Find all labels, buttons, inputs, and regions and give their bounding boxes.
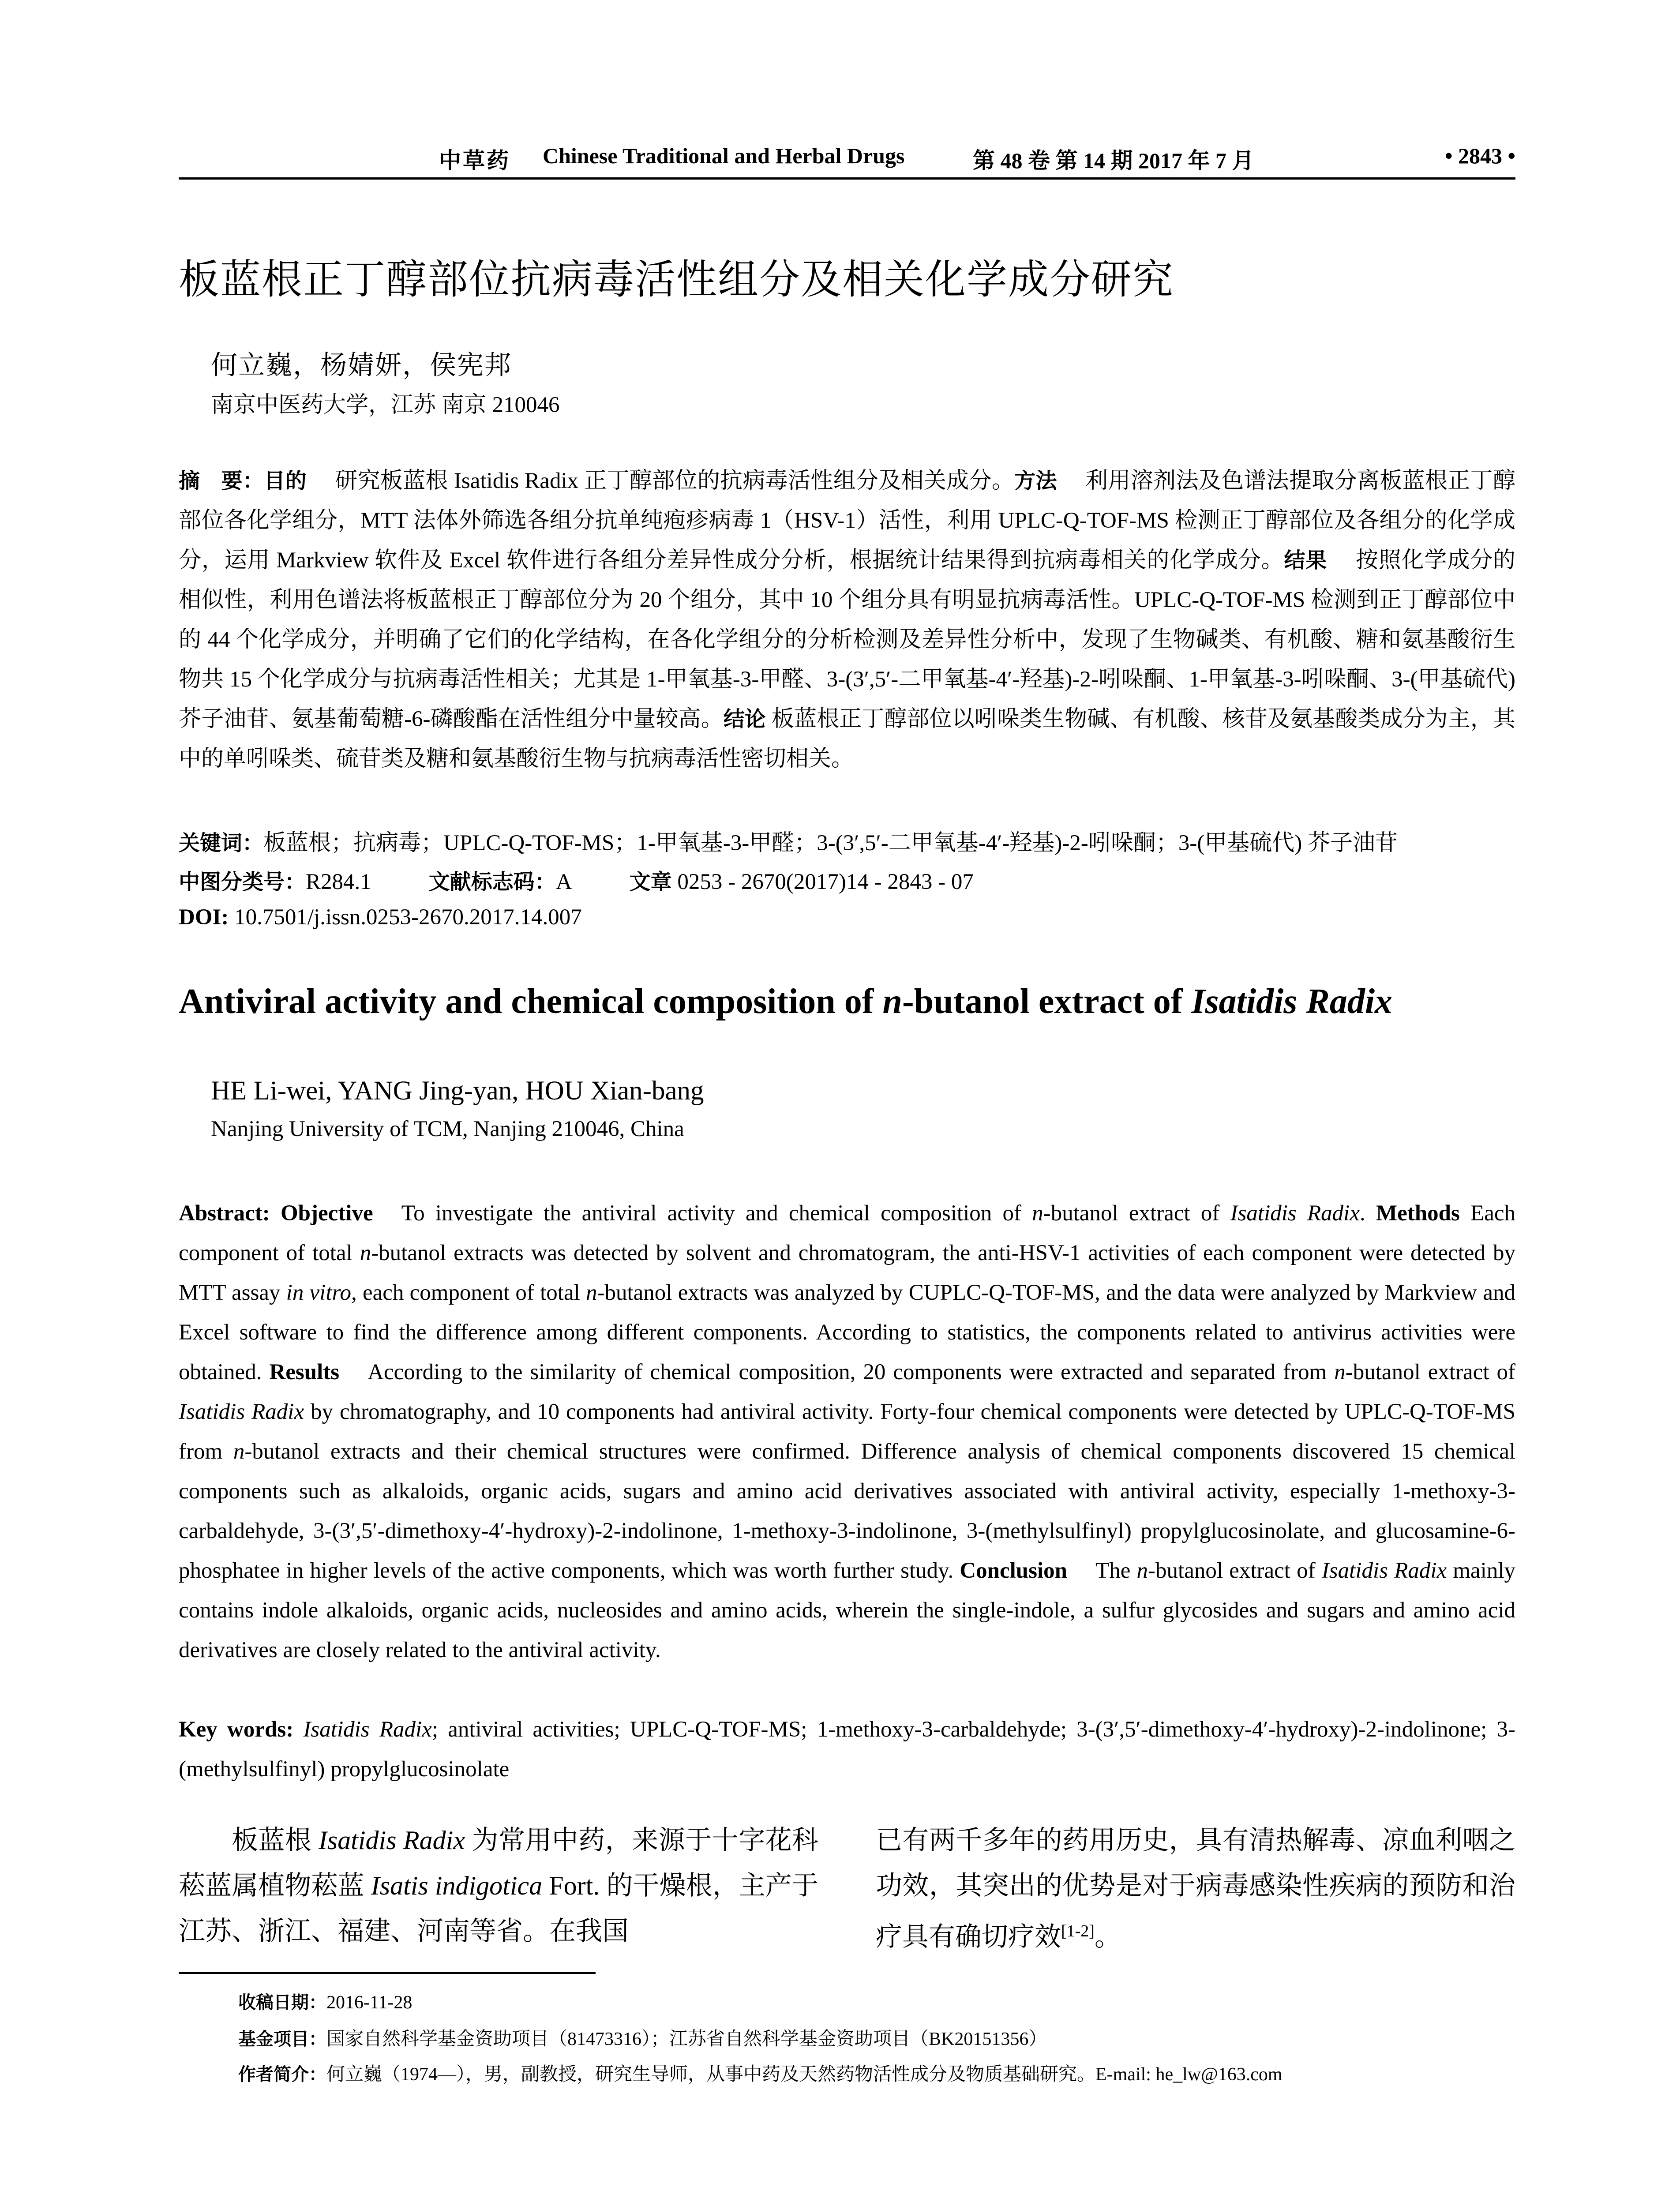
results-label-en: Results bbox=[269, 1360, 340, 1384]
footnote-author bbox=[238, 2060, 1282, 2086]
results-en-n1: n bbox=[1334, 1360, 1346, 1384]
header-rule bbox=[179, 177, 1515, 180]
methods-text-cn: 利用溶剂法及色谱法提取分离板蓝根正丁醇部位各化学组分，MTT 法体外筛选各组分抗单纯疱疹病毒 1（HSV-1）活性，利用 UPLC-Q-TOF-MS 检测正丁醇部位及各组分的化学成分，运用 Markview 软件及 Excel 软件进行各组分差异性成分分析，根据统计结果得到抗病毒相关的化学成分。 bbox=[179, 469, 1515, 573]
methods-en-a: Each component of total bbox=[179, 1201, 1515, 1265]
methods-en-c: , each component of total bbox=[351, 1280, 586, 1305]
author-bio-text: 何立巍（1974—），男，副教授，研究生导师，从事中药及天然药物活性成分及物质基础研究。E-mail: he_lw@163.com bbox=[326, 2064, 1282, 2085]
results-en-d: -butanol extracts and their chemical structures were confirmed. Difference analysis of chemical components discovered 15 chemical components such as alkaloids, organic acids, sugars and amino acid derivatives associated with antiviral activity, especially 1-methoxy-3-carbaldehyde, 3-(3′,5′-dimethoxy-4′-hydroxy)-2-indolinone, 1-methoxy-3-indolinone, 3-(methylsulfinyl) propylglucosinolate, and glucosamine-6-phosphatee in higher levels of the active components, which was worth further study. bbox=[179, 1439, 1515, 1583]
received-label: 收稿日期： bbox=[238, 1992, 326, 2013]
methods-en-b: -butanol extracts was detected by solvent and chromatogram, the anti-HSV-1 activities of each component were detected by MTT assay bbox=[179, 1241, 1515, 1305]
body-column-right bbox=[876, 1818, 1515, 1960]
keywords-label-cn: 关键词： bbox=[179, 831, 264, 855]
fund-label: 基金项目： bbox=[238, 2029, 326, 2049]
running-header bbox=[179, 141, 1515, 174]
methods-en-d: -butanol extracts was analyzed by CUPLC-Q-TOF-MS, and the data were analyzed by Markview and Excel software to find the difference among different components. According to statistics, the components related to antivirus activities were obtained. bbox=[179, 1280, 1515, 1384]
keywords-en-latin: Isatidis Radix bbox=[303, 1717, 432, 1742]
results-label-cn: 结果 bbox=[1284, 548, 1328, 573]
conclusion-en-latin: Isatidis Radix bbox=[1321, 1558, 1447, 1583]
conclusion-label-cn: 结论 bbox=[723, 707, 766, 732]
title-en-n: n bbox=[882, 982, 902, 1021]
results-en-a: According to the similarity of chemical composition, 20 components were extracted and separated from bbox=[368, 1360, 1335, 1384]
conclusion-en-a: The bbox=[1095, 1558, 1137, 1583]
keywords-en-rest: ; antiviral activities; UPLC-Q-TOF-MS; 1-methoxy-3-carbaldehyde; 3-(3′,5′-dimethoxy-4′-hydroxy)-2-indolinone; 3-(methylsulfinyl) propylglucosinolate bbox=[179, 1717, 1515, 1782]
methods-label-cn: 方法 bbox=[1014, 469, 1057, 493]
abstract-objective-label-en: Abstract: Objective bbox=[179, 1201, 373, 1226]
objective-en-a: To investigate the antiviral activity and chemical composition of bbox=[401, 1201, 1032, 1226]
doi-value[interactable]: 10.7501/j.issn.0253-2670.2017.14.007 bbox=[234, 905, 582, 930]
methods-label-en: Methods bbox=[1376, 1201, 1460, 1226]
author-bio-label: 作者简介： bbox=[238, 2064, 326, 2085]
journal-name-en: Chinese Traditional and Herbal Drugs bbox=[543, 143, 905, 168]
abstract-label-cn: 摘 要： bbox=[179, 469, 264, 493]
body-right-end: 。 bbox=[1094, 1922, 1121, 1951]
objective-en-b: -butanol extract of bbox=[1043, 1201, 1230, 1226]
abstract-cn bbox=[179, 461, 1515, 779]
issue-info: 第 48 卷 第 14 期 2017 年 7 月 bbox=[973, 148, 1254, 173]
clc-label: 中图分类号： bbox=[179, 870, 306, 894]
clc-value: R284.1 bbox=[306, 870, 371, 894]
doi-label: DOI: bbox=[179, 905, 229, 930]
conclusion-text-cn: 板蓝根正丁醇部位以吲哚类生物碱、有机酸、核苷及氨基酸类成分为主，其中的单吲哚类、硫苷类及糖和氨基酸衍生物与抗病毒活性密切相关。 bbox=[179, 707, 1515, 771]
objective-en-end: . bbox=[1359, 1201, 1365, 1226]
conclusion-en-b: -butanol extract of bbox=[1148, 1558, 1322, 1583]
keywords-text-cn: 板蓝根；抗病毒；UPLC-Q-TOF-MS；1-甲氧基-3-甲醛；3-(3′,5′-二甲氧基-4′-羟基)-2-吲哚酮；3-(甲基硫代) 芥子油苷 bbox=[263, 831, 1398, 855]
authors-cn: 何立巍，杨婧妍，侯宪邦 bbox=[211, 351, 512, 380]
results-en-n2: n bbox=[233, 1439, 245, 1464]
objective-label-cn: 目的 bbox=[264, 469, 307, 493]
body-left-c: Fort. 的干燥根，主产于江苏、浙江、福建、河南等省。在我国 bbox=[179, 1871, 818, 1946]
methods-en-n1: n bbox=[360, 1241, 371, 1265]
article-label: 文章 bbox=[629, 870, 672, 894]
results-en-b: -butanol extract of bbox=[1345, 1360, 1515, 1384]
body-left-latin2: Isatis indigotica bbox=[371, 1871, 543, 1900]
footnote-fund bbox=[238, 2024, 1047, 2051]
received-date: 2016-11-28 bbox=[326, 1992, 412, 2013]
body-right-a: 已有两千多年的药用历史，具有清热解毒、凉血利咽之功效，其突出的优势是对于病毒感染性疾病的预防和治疗具有确切疗效 bbox=[876, 1826, 1515, 1951]
conclusion-label-en: Conclusion bbox=[960, 1558, 1068, 1583]
keywords-label-en: Key words: bbox=[179, 1717, 294, 1742]
title-en-prefix: Antiviral activity and chemical composition of bbox=[179, 982, 883, 1021]
results-text-cn: 按照化学成分的相似性，利用色谱法将板蓝根正丁醇部位分为 20 个组分，其中 10 个组分具有明显抗病毒活性。UPLC-Q-TOF-MS 检测到正丁醇部位中的 44 个化学成分，并明确了它们的化学结构，在各化学组分的分析检测及差异性分析中，发现了生物碱类、有机酸、糖和氨基酸衍生物共 15 个化学成分与抗病毒活性相关；尤其是 1-甲氧基-3-甲醛、3-(3′,5′-二甲氧基-4′-羟基)-2-吲哚酮、1-甲氧基-3-吲哚酮、3-(甲基硫代) 芥子油苷、氨基葡萄糖-6-磷酸酯在活性组分中量较高。 bbox=[179, 548, 1515, 732]
body-left-latin1: Isatidis Radix bbox=[318, 1826, 465, 1855]
doi-line bbox=[179, 904, 582, 930]
body-left-b: 为常用中药，来源于十字花科菘蓝属植物菘蓝 bbox=[179, 1826, 819, 1900]
body-column-left bbox=[179, 1818, 818, 1954]
page-number: • 2843 • bbox=[1444, 143, 1515, 168]
methods-en-n2: n bbox=[586, 1280, 597, 1305]
doc-code-label: 文献标志码： bbox=[428, 870, 556, 894]
title-en-latin: Isatidis Radix bbox=[1191, 982, 1393, 1021]
journal-name-cn: 中草药 bbox=[439, 148, 510, 173]
objective-text-cn: 研究板蓝根 Isatidis Radix 正丁醇部位的抗病毒活性组分及相关成分。 bbox=[334, 469, 1015, 493]
methods-en-invitro: in vitro bbox=[286, 1280, 351, 1305]
reference-citation[interactable]: [1-2] bbox=[1061, 1922, 1095, 1940]
abstract-en bbox=[179, 1193, 1515, 1670]
fund-text: 国家自然科学基金资助项目（81473316）；江苏省自然科学基金资助项目（BK20151356） bbox=[326, 2029, 1047, 2049]
footnote-rule bbox=[179, 1972, 596, 1974]
objective-en-n: n bbox=[1032, 1201, 1043, 1226]
keywords-cn bbox=[179, 824, 1398, 857]
results-en-c: by chromatography, and 10 components had antiviral activity. Forty-four chemical components were detected by UPLC-Q-TOF-MS from bbox=[179, 1399, 1515, 1464]
conclusion-en-c: mainly contains indole alkaloids, organic acids, nucleosides and amino acids, wherein the single-indole, a sulfur glycosides and sugars and amino acid derivatives are closely related to the antiviral activity. bbox=[179, 1558, 1515, 1662]
affiliation-cn: 南京中医药大学，江苏 南京 210046 bbox=[211, 393, 560, 417]
footnote-received bbox=[238, 1988, 412, 2014]
doc-code-value: A bbox=[555, 870, 572, 894]
authors-en: HE Li-wei, YANG Jing-yan, HOU Xian-bang bbox=[211, 1076, 704, 1106]
conclusion-en-n: n bbox=[1136, 1558, 1148, 1583]
keywords-en bbox=[179, 1710, 1515, 1789]
results-en-latin: Isatidis Radix bbox=[179, 1399, 304, 1424]
classification-line bbox=[179, 865, 974, 895]
article-value: 0253 - 2670(2017)14 - 2843 - 07 bbox=[677, 870, 974, 894]
affiliation-en: Nanjing University of TCM, Nanjing 210046, China bbox=[211, 1117, 684, 1141]
title-en bbox=[179, 982, 1392, 1022]
title-cn: 板蓝根正丁醇部位抗病毒活性组分及相关化学成分研究 bbox=[179, 256, 1174, 303]
objective-en-latin: Isatidis Radix bbox=[1230, 1201, 1360, 1226]
body-left-a: 板蓝根 bbox=[232, 1826, 319, 1855]
title-en-mid: -butanol extract of bbox=[902, 982, 1192, 1021]
